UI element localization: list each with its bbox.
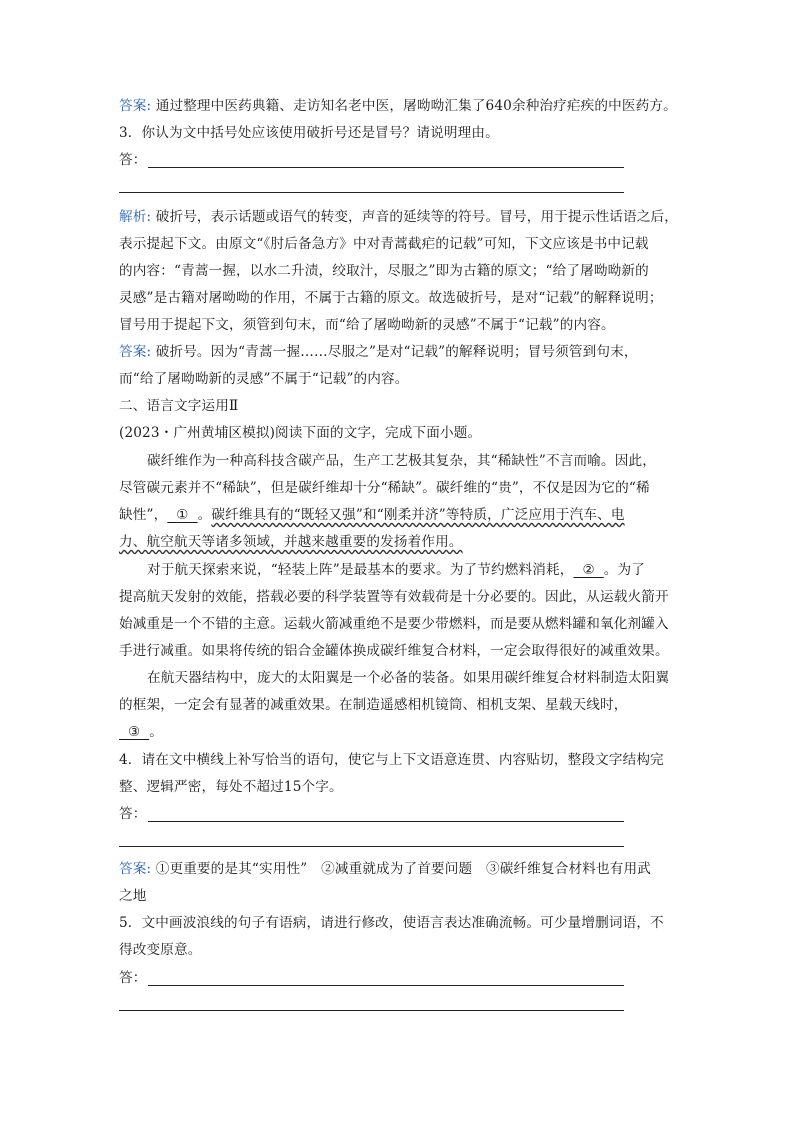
- analysis-line: 的内容：“青蒿一握，以水二升渍，绞取汁，尽服之”即为古籍的原文；“给了屠呦呦新的: [119, 263, 649, 279]
- question-5: 5．文中画波浪线的句子有语病，请进行修改，使语言表达准确流畅。可少量增删词语，不: [119, 915, 664, 931]
- blank-number: ③: [127, 724, 141, 740]
- passage-text: 。: [149, 724, 163, 740]
- q4-answer: [119, 860, 679, 878]
- passage-line: [119, 533, 679, 551]
- question-4: 4．请在文中横线上补写恰当的语句，使它与上下文语意连贯、内容贴切，整段文字结构完: [119, 752, 664, 768]
- passage-text: 。: [197, 507, 212, 523]
- passage-line: 碳纤维作为一种高科技含碳产品，生产工艺极其复杂，其“稀缺性”不言而喻。因此，: [147, 453, 656, 469]
- q2-answer: [119, 97, 679, 115]
- answer-text: 破折号。因为“青蒿一握……尽服之”是对“记载”的解释说明；冒号须管到句末，: [155, 344, 638, 360]
- blank-number: ②: [582, 562, 595, 578]
- passage-line: 手进行减重。如果将传统的铝合金罐体换成碳纤维复合材料，一定会取得很好的减重效果。: [119, 643, 669, 659]
- section-source: (2023・广州黄埔区模拟)阅读下面的文字，完成下面小题。: [119, 425, 482, 441]
- answer-prompt: 答：: [119, 970, 147, 986]
- blank-1[interactable]: [167, 506, 197, 524]
- analysis-line: [119, 208, 679, 226]
- passage-line: [147, 561, 679, 579]
- section-heading: 二、语言文字运用Ⅱ: [119, 398, 239, 414]
- answer-line[interactable]: [119, 1010, 624, 1011]
- passage-text: 对于航天探索来说，“轻装上阵”是最基本的要求。为了节约燃料消耗，: [147, 562, 574, 578]
- wavy-sentence: 碳纤维具有的“既轻又强”和“刚柔并济”等特质，广泛应用于汽车、电: [211, 507, 625, 523]
- answer-prompt: 答：: [119, 806, 147, 822]
- answer-line[interactable]: [148, 167, 624, 168]
- answer-line[interactable]: [119, 846, 624, 847]
- question-4: 整、逻辑严密，每处不超过15个字。: [119, 779, 343, 795]
- passage-text: 缺性”，: [119, 507, 168, 523]
- answer-line[interactable]: [148, 985, 624, 986]
- answer-label: 答案:: [119, 344, 152, 360]
- question-5: 得改变原意。: [119, 942, 202, 958]
- answer-label: 答案:: [119, 861, 152, 877]
- analysis-label: 解析:: [119, 209, 152, 225]
- passage-line: [119, 723, 679, 741]
- passage-line: 始减重是一个不错的主意。运载火箭减重绝不是要少带燃料，而是要从燃料罐和氧化剂罐入: [119, 616, 669, 632]
- answer-text: 通过整理中医药典籍、走访知名老中医，屠呦呦汇集了640余种治疗疟疾的中医药方。: [155, 98, 677, 114]
- passage-text: 。为了: [603, 562, 645, 578]
- passage-line: 尽管碳元素并不“稀缺”，但是碳纤维却十分“稀缺”。碳纤维的“贵”，不仅是因为它的“稀: [119, 480, 650, 496]
- passage-line: 的框架，一定会有显著的减重效果。在制造遥感相机镜筒、相机支架、星载天线时，: [119, 697, 628, 713]
- passage-line: 在航天器结构中，庞大的太阳翼是一个必备的装备。如果用碳纤维复合材料制造太阳翼: [147, 670, 670, 686]
- answer-label: 答案:: [119, 98, 152, 114]
- answer-line[interactable]: [148, 821, 624, 822]
- analysis-line: 冒号用于提起下文，须管到句末，而“给了屠呦呦新的灵感”不属于“记载”的内容。: [119, 317, 615, 333]
- blank-3[interactable]: [119, 723, 149, 741]
- wavy-sentence: 力、航空航天等诸多领域，并越来越重要的发扬着作用。: [119, 534, 463, 550]
- passage-line: 提高航天发射的效能，搭载必要的科学装置等有效载荷是十分必要的。因此，从运载火箭开: [119, 589, 669, 605]
- blank-2[interactable]: [574, 561, 604, 579]
- q3-answer: [119, 343, 679, 361]
- answer-text: ①更重要的是其“实用性” ②减重就成为了首要问题 ③碳纤维复合材料也有用武: [155, 861, 651, 877]
- analysis-line: 灵感”是古籍对屠呦呦的作用，不属于古籍的原文。故选破折号，是对“记载”的解释说明；: [119, 290, 663, 306]
- answer-line[interactable]: [119, 192, 624, 193]
- answer-prompt: 答：: [119, 152, 147, 168]
- answer-text: 之地: [119, 888, 147, 904]
- analysis-text: 破折号，表示话题或语气的转变，声音的延续等的符号。冒号，用于提示性话语之后，: [155, 209, 678, 225]
- blank-number: ①: [176, 507, 189, 523]
- analysis-line: 表示提起下文。由原文“《肘后备急方》中对青蒿截疟的记载”可知，下文应该是书中记载: [119, 236, 649, 252]
- passage-line: [119, 506, 679, 524]
- answer-text: 而“给了屠呦呦新的灵感”不属于“记载”的内容。: [119, 371, 409, 387]
- question-3: 3．你认为文中括号处应该使用破折号还是冒号？请说明理由。: [119, 125, 499, 141]
